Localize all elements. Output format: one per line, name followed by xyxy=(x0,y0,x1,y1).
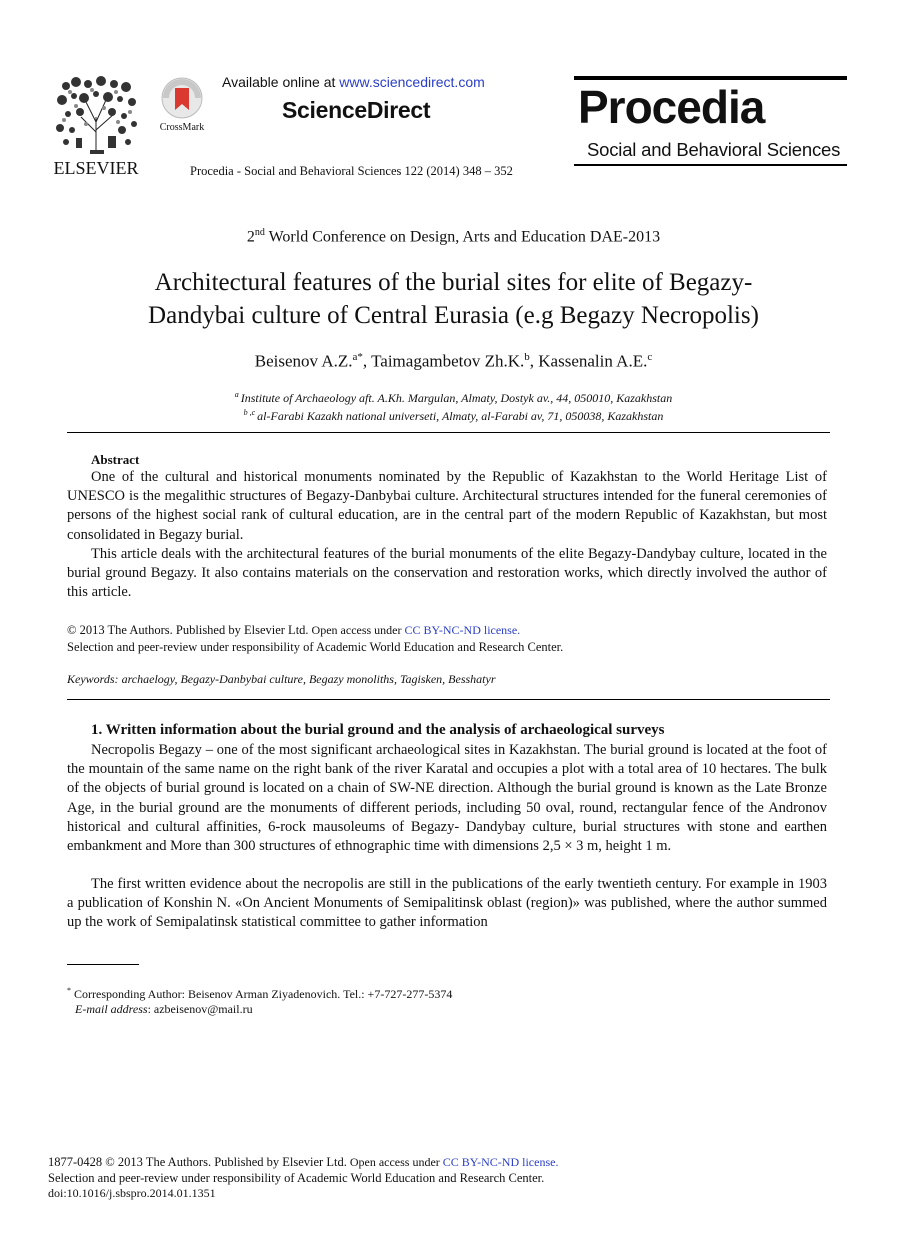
footnote-rule xyxy=(67,964,139,965)
email-footnote xyxy=(75,1002,253,1017)
procedia-logo-title: Procedia xyxy=(578,81,765,133)
body-paragraph: The first written evidence about the necropolis are still in the publications of the early twentieth century. For example in 1903 a publication of Konshin N. «On Ancient Monuments of Semipalitinsk oblast (region)» was published, where the author summed up the work of Semipalatinsk statistical committee to gather information xyxy=(67,876,827,931)
issn-copyright: 1877-0428 © 2013 The Authors. Published by Elsevier Ltd. xyxy=(48,1155,347,1169)
elsevier-wordmark: ELSEVIER xyxy=(53,158,139,178)
abstract-paragraph: This article deals with the architectural features of the burial monuments of the elite Begazy-Dandybay culture, located in the burial ground Begazy. It also contains materials on the conservation and restoration works, which directly involved the author of this article. xyxy=(67,546,827,601)
peer-review-text: Selection and peer-review under responsibility of Academic World Education and Research Center. xyxy=(67,640,564,654)
paper-title xyxy=(0,266,907,332)
crossmark-icon xyxy=(156,76,210,134)
paper-title-line: Architectural features of the burial sites for elite of Begazy- xyxy=(154,269,753,296)
copyright-block xyxy=(67,622,563,656)
corresponding-author-text: Corresponding Author: Beisenov Arman Ziyadenovich. Tel.: +7-727-277-5374 xyxy=(71,987,453,1001)
keywords-line xyxy=(67,672,496,687)
conference-name xyxy=(0,227,907,246)
keywords-label: Keywords: xyxy=(67,672,119,686)
paper-title-line: Dandybai culture of Central Eurasia (e.g Begazy Necropolis) xyxy=(148,302,759,329)
conference-ordinal: 2 xyxy=(246,228,255,246)
body-paragraph: Necropolis Begazy – one of the most significant archaeological sites in Kazakhstan. The burial ground is located at the foot of the mountain of the same name on the right bank of the river Karatal and occupies a plot with a total area of 10 hectares. The bulk of the objects of burial ground is located on a chain of SW-NE direction. Although the burial ground is known as the Late Bronze Age, in the burial ground are the monuments of different periods, including 50 oval, round, rectangular fence of the Andronov historical and cultural affinities, 6-rock mausoleums of Begazy- Dandybay culture, burial structures with stone and earthen embankment and More than 300 structures of ethnographic time with dimensions 2,5 × 3 m, height 1 m. xyxy=(67,742,827,855)
author-affil-mark: c xyxy=(647,351,653,363)
copyright-text: © 2013 The Authors. Published by Elsevier Ltd. xyxy=(67,623,309,637)
author-separator: , xyxy=(362,351,372,371)
abstract-paragraph: One of the cultural and historical monuments nominated by the Republic of Kazakhstan to the World Heritage List of UNESCO is the megalithic structures of Begazy-Danbybai culture. Architectural structures intended for the funeral ceremonies of persons of the highest social rank of cultural education, are in the central part of the modern Republic of Kazakhstan, but most consolidated in Begazy burial. xyxy=(67,469,827,543)
open-access-text: Open access under xyxy=(346,1155,443,1169)
section-heading: 1. Written information about the burial ground and the analysis of archaeological surveys xyxy=(91,722,665,738)
affiliation-mark: b ,c xyxy=(243,408,258,417)
author-affil-mark: b xyxy=(524,351,530,363)
sciencedirect-logo: ScienceDirect xyxy=(282,97,431,123)
elsevier-logo xyxy=(46,72,146,178)
crossmark-label: CrossMark xyxy=(159,122,205,133)
author-name: Beisenov A.Z. xyxy=(254,351,353,371)
abstract-bottom-rule xyxy=(67,699,830,700)
bottom-copyright-block xyxy=(48,1155,558,1202)
peer-review-text: Selection and peer-review under responsibility of Academic World Education and Research Center. xyxy=(48,1170,545,1185)
footnote-mark: * xyxy=(67,986,71,995)
author-name: Kassenalin A.E. xyxy=(538,351,648,371)
affiliation-text: al-Farabi Kazakh national universeti, Almaty, al-Farabi av, 71, 050038, Kazakhstan xyxy=(257,409,664,423)
author-name: Taimagambetov Zh.K. xyxy=(371,351,525,371)
author-separator: , xyxy=(529,351,539,371)
author-affil-mark: a* xyxy=(352,351,363,363)
keywords-text: archaelogy, Begazy-Danbybai culture, Begazy monoliths, Tagisken, Besshatyr xyxy=(118,672,496,686)
abstract-top-rule xyxy=(67,432,830,433)
affiliation-text: Institute of Archaeology aft. A.Kh. Margulan, Almaty, Dostyk av., 44, 050010, Kazakhstan xyxy=(240,391,673,405)
procedia-logo-subtitle: Social and Behavioral Sciences xyxy=(587,139,841,160)
email-address[interactable]: : azbeisenov@mail.ru xyxy=(147,1002,253,1016)
sciencedirect-url-link[interactable]: www.sciencedirect.com xyxy=(339,74,485,90)
affiliation-mark: a xyxy=(234,390,241,399)
open-access-text: Open access under xyxy=(308,623,405,637)
procedia-bottom-rule xyxy=(574,164,847,166)
crossmark-badge[interactable] xyxy=(156,76,210,134)
elsevier-tree-icon xyxy=(46,72,146,178)
conference-ordinal-suffix: nd xyxy=(254,227,265,238)
corresponding-author-footnote xyxy=(67,986,452,1002)
affiliation xyxy=(0,390,907,406)
license-link[interactable]: CC BY-NC-ND license. xyxy=(404,623,521,637)
license-link[interactable]: CC BY-NC-ND license. xyxy=(442,1155,559,1169)
email-label: E-mail address xyxy=(75,1002,148,1016)
author-list xyxy=(0,351,907,372)
journal-citation: Procedia - Social and Behavioral Sciences 122 (2014) 348 – 352 xyxy=(190,164,513,178)
available-prefix: Available online at xyxy=(222,74,340,90)
available-online-line xyxy=(222,74,485,90)
doi[interactable]: doi:10.1016/j.sbspro.2014.01.1351 xyxy=(48,1186,216,1200)
affiliation xyxy=(0,408,907,424)
conference-title: World Conference on Design, Arts and Education DAE-2013 xyxy=(264,228,661,246)
abstract-heading: Abstract xyxy=(91,452,140,467)
